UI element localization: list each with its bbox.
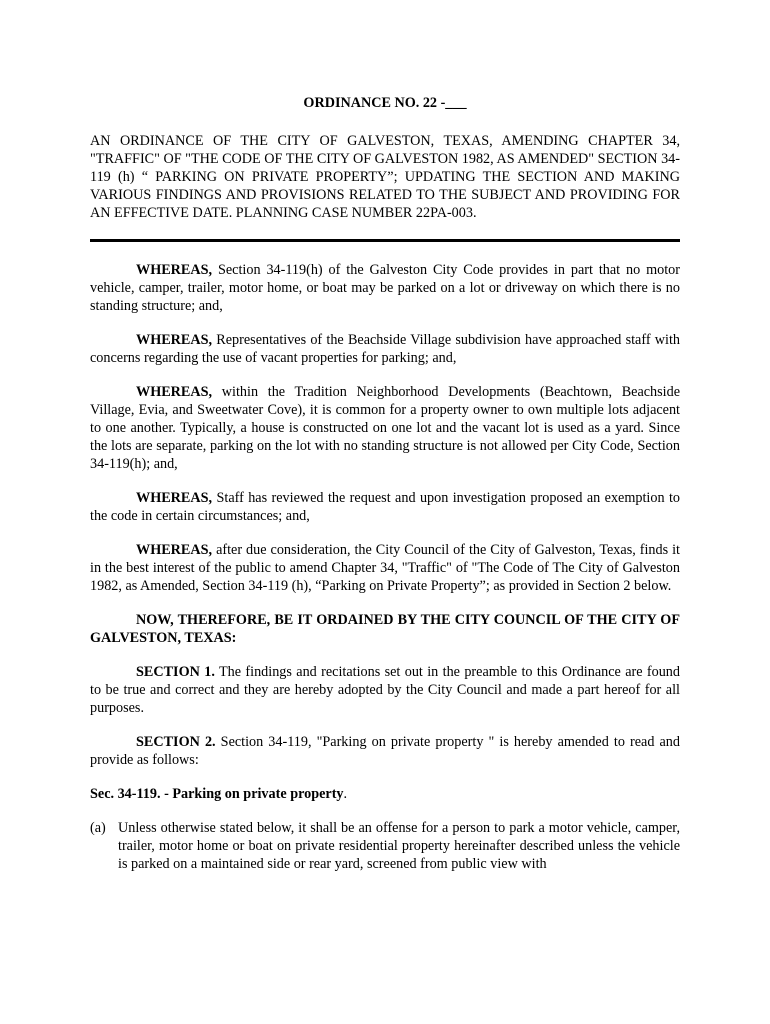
whereas-text: Staff has reviewed the request and upon investigation proposed an exemption to the code in certain circumstances; and, [90,490,680,524]
whereas-paragraph-1 [90,261,680,315]
list-item-text: Unless otherwise stated below, it shall be an offense for a person to park a motor vehicle, camper, trailer, motor home or boat on private residential property hereinafter described unless the vehicle is parked on a maintained side or rear yard, screened from public view with [118,820,680,872]
whereas-text: Section 34-119(h) of the Galveston City Code provides in part that no motor vehicle, camper, trailer, motor home, or boat may be parked on a lot or driveway on which there is no standing structure; and, [90,262,680,314]
section-1-paragraph [90,663,680,717]
whereas-lead: WHEREAS, [136,262,213,278]
separator-rule [90,239,680,242]
whereas-text: within the Tradition Neighborhood Developments (Beachtown, Beachside Village, Evia, and Sweetwater Cove), it is common for a property owner to own multiple lots adjacent to one another. Typically, a house is constructed on one lot and the vacant lot is used as a yard. Since the lots are separate, parking on the lot with no standing structure is not allowed per City Code, Section 34-119(h); and, [90,384,680,472]
document-body [90,94,680,873]
section-text: The findings and recitations set out in the preamble to this Ordinance are found to be true and correct and they are hereby adopted by the City Council and made a part hereof for all purposes. [90,664,680,716]
whereas-paragraph-3 [90,383,680,473]
section-2-paragraph [90,733,680,769]
list-marker: (a) [90,820,106,836]
code-section-heading-text: Sec. 34-119. - Parking on private property [90,786,344,802]
whereas-lead: WHEREAS, [136,332,213,348]
whereas-lead: WHEREAS, [136,490,213,506]
ordinance-title: ORDINANCE NO. 22 -___ [303,95,467,111]
whereas-lead: WHEREAS, [136,384,213,400]
section-lead: SECTION 1. [136,664,215,680]
whereas-paragraph-5 [90,541,680,595]
whereas-paragraph-2 [90,331,680,367]
ordained-clause: NOW, THEREFORE, BE IT ORDAINED BY THE CITY COUNCIL OF THE CITY OF GALVESTON, TEXAS: [90,612,680,646]
whereas-lead: WHEREAS, [136,542,213,558]
section-text: Section 34-119, "Parking on private property " is hereby amended to read and provide as follows: [90,734,680,768]
ordinance-caption: AN ORDINANCE OF THE CITY OF GALVESTON, TEXAS, AMENDING CHAPTER 34, "TRAFFIC" OF "THE CODE OF THE CITY OF GALVESTON 1982, AS AMENDED" SECTION 34-119 (h) “ PARKING ON PRIVATE PROPERTY”; UPDATING THE SECTION AND MAKING VARIOUS FINDINGS AND PROVISIONS RELATED TO THE SUBJECT AND PROVIDING FOR AN EFFECTIVE DATE. PLANNING CASE NUMBER 22PA-003. [90,133,680,221]
whereas-paragraph-4 [90,489,680,525]
section-lead: SECTION 2. [136,734,216,750]
whereas-text: Representatives of the Beachside Village subdivision have approached staff with concerns regarding the use of vacant properties for parking; and, [90,332,680,366]
whereas-text: after due consideration, the City Council of the City of Galveston, Texas, finds it in the best interest of the public to amend Chapter 34, "Traffic" of "The Code of The City of Galveston 1982, as Amended, Section 34-119 (h), “Parking on Private Property”; as provided in Section 2 below. [90,542,680,594]
code-section-heading-suffix: . [343,786,348,802]
code-section-heading [90,785,680,803]
list-item [90,819,680,873]
